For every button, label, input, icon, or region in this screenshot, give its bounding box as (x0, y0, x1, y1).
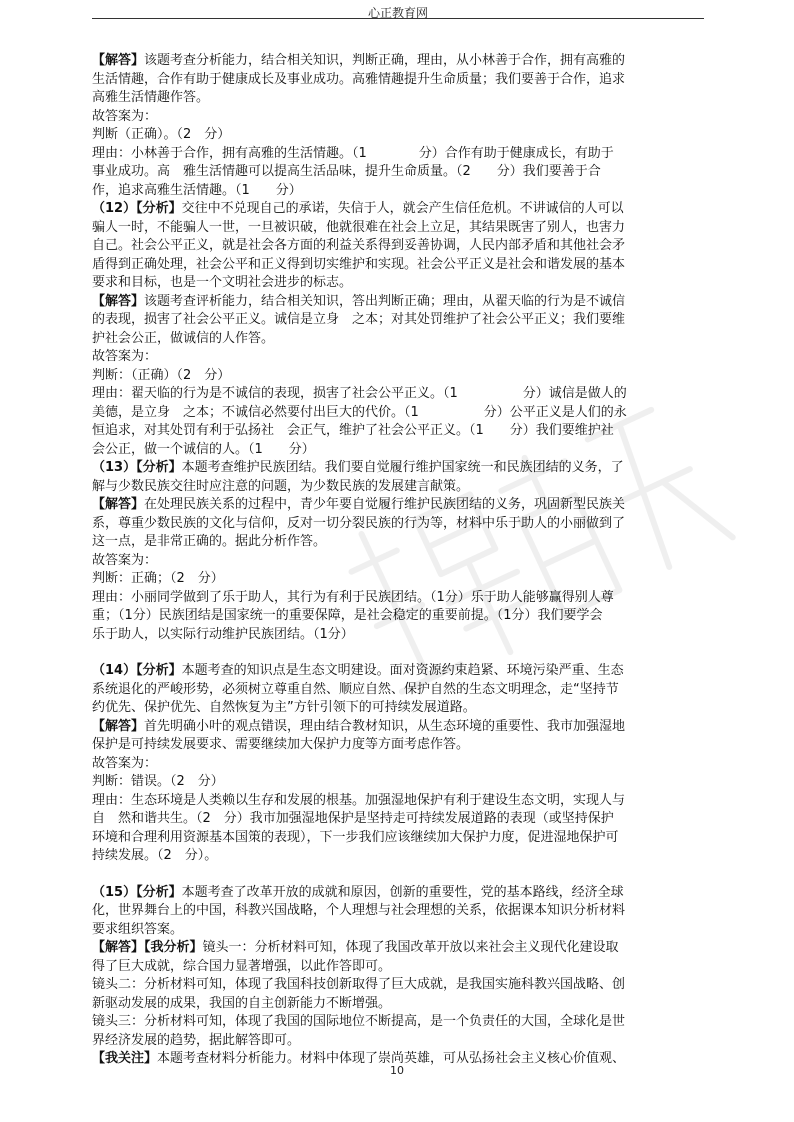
text-line (92, 773, 704, 792)
text-line (92, 182, 704, 201)
text-line (92, 385, 704, 404)
text-line (92, 330, 704, 349)
text-line (92, 422, 704, 441)
line-text: 解与少数民族交往时应注意的问题，为少数民族的发展建言献策。 (92, 478, 470, 494)
line-text: 交往中不兑现自己的承诺，失信于人，就会产生信任危机。不讲诚信的人可以 (181, 201, 624, 216)
text-line (92, 607, 704, 626)
text-line (92, 681, 704, 700)
text-line (92, 718, 704, 737)
text-line (92, 348, 704, 367)
line-text: 在处理民族关系的过程中，青少年要自觉履行维护民族团结的义务，巩固新型民族关 (144, 497, 626, 512)
section-marker: 【解答】 (92, 293, 145, 309)
line-text: 美德，是立身 之本；不诚信必然要付出巨大的代价。（1 分）公平正义是人们的永 (92, 404, 627, 420)
line-text: 会公正，做一个诚信的人。（1 分） (92, 441, 315, 457)
line-text: 本题考查材料分析能力。材料中体现了崇尚英雄，可从弘扬社会主义核心价值观、 (157, 1051, 626, 1066)
line-text: 理由：翟天临的行为是不诚信的表现，损害了社会公平正义。（1 分）诚信是做人的 (92, 386, 627, 401)
line-text: 本题考查了改革开放的成就和原因，创新的重要性，党的基本路线，经济全球 (181, 884, 624, 900)
text-line (92, 755, 704, 774)
line-text: 要求和目标，也是一个文明社会进步的标志。 (92, 275, 353, 290)
line-text: 持续发展。（2 分）。 (92, 848, 218, 863)
line-text: 新驱动发展的成果，我国的自主创新能力不断增强。 (92, 995, 392, 1011)
line-text: 判断：错误。（2 分） (92, 774, 224, 789)
text-line (92, 884, 704, 903)
header-rule (92, 18, 704, 19)
line-text: 镜头二：分析材料可知，体现了我国科技创新取得了巨大成就，是我国实施科教兴国战略、创 (92, 977, 626, 992)
line-text: 理由：生态环境是人类赖以生存和发展的根基。加强湿地保护有利于建设生态文明，实现人与 (92, 792, 626, 808)
text-line (92, 145, 704, 164)
line-text: 界经济发展的趋势，据此解答即可。 (92, 1032, 301, 1048)
line-text: 化，世界舞台上的中国，科教兴国战略，个人理想与社会理想的关系，依据课本知识分析材料 (92, 903, 626, 918)
text-line (92, 311, 704, 330)
text-line (92, 441, 704, 460)
text-line (92, 570, 704, 589)
paragraph-spacer (92, 644, 704, 662)
line-text: 首先明确小叶的观点错误，理由结合教材知识，从生态环境的重要性、我市加强湿地 (144, 718, 626, 734)
line-text: 系统退化的严峻形势，必须树立尊重自然、顺应自然、保护自然的生态文明理念，走“坚持节 (92, 681, 619, 697)
text-line (92, 976, 704, 995)
line-text: 判断：（正确）（2 分） (92, 367, 231, 383)
text-line (92, 478, 704, 497)
text-line (92, 902, 704, 921)
line-text: 故答案为： (92, 755, 158, 771)
text-line (92, 1013, 704, 1032)
section-marker: 【解答】 (92, 497, 145, 512)
line-text: 镜头一：分析材料可知，体现了我国改革开放以来社会主义现代化建设取 (202, 940, 619, 955)
text-line (92, 163, 704, 182)
line-text: 判断（正确）。（2 分） (92, 127, 231, 142)
section-marker: 【解答】 (92, 53, 145, 68)
line-text: 镜头三：分析材料可知，体现了我国的国际地位不断提高，是一个负责任的大国，全球化是世 (92, 1014, 626, 1029)
text-line (92, 995, 704, 1014)
line-text: 该题考查分析能力，结合相关知识，判断正确，理由，从小林善于合作，拥有高雅的 (144, 53, 626, 68)
section-marker: （14）【分析】 (92, 663, 182, 678)
page-number: 10 (390, 1064, 404, 1077)
line-text: 本题考查维护民族团结。我们要自觉履行维护国家统一和民族团结的义务，了 (181, 460, 624, 475)
text-line (92, 589, 704, 608)
line-text: 事业成功。高 雅生活情趣可以提高生活品味，提升生命质量。（2 分）我们要善于合 (92, 164, 601, 179)
line-text: 高雅生活情趣作答。 (92, 90, 210, 105)
document-body (92, 52, 704, 1069)
line-text: 自 然和谐共生。（2 分）我市加强湿地保护是坚持走可持续发展道路的表现（或坚持保护 (92, 811, 614, 826)
line-text: 该题考查评析能力，结合相关知识，答出判断正确；理由，从翟天临的行为是不诚信 (144, 293, 626, 309)
text-line (92, 367, 704, 386)
text-line (92, 552, 704, 571)
line-text: 本题考查的知识点是生态文明建设。面对资源约束趋紧、环境污染严重、生态 (181, 663, 624, 678)
text-line (92, 496, 704, 515)
text-line (92, 293, 704, 312)
line-text: 判断：正确；（2 分） (92, 571, 224, 586)
text-line (92, 274, 704, 293)
line-text: 重；（1分）民族团结是国家统一的重要保障，是社会稳定的重要前提。（1分）我们要学会 (92, 608, 603, 623)
line-text: 恒追求，对其处罚有利于弘扬社 会正气，维护了社会公平正义。（1 分）我们要维护社 (92, 423, 614, 438)
text-line (92, 792, 704, 811)
line-text: 盾得到正确处理，社会公平和正义得到切实维护和实现。社会公平正义是社会和谐发展的基本 (92, 256, 626, 272)
section-marker: 【我关注】 (92, 1051, 158, 1066)
section-marker: （13）【分析】 (92, 460, 182, 475)
line-text: 保护是可持续发展要求、需要继续加大保护力度等方面考虑作答。 (92, 737, 470, 752)
text-line (92, 89, 704, 108)
text-line (92, 71, 704, 90)
line-text: 理由：小丽同学做到了乐于助人，其行为有利于民族团结。（1分）乐于助人能够赢得别人尊 (92, 589, 614, 605)
section-marker: （15）【分析】 (92, 884, 182, 900)
line-text: 故答案为： (92, 552, 158, 568)
line-text: 要求组织答案。 (92, 921, 184, 937)
text-line (92, 662, 704, 681)
text-line (92, 829, 704, 848)
line-text: 约优先、保护优先、自然恢复为主”方针引领下的可持续发展道路。 (92, 700, 476, 715)
text-line (92, 237, 704, 256)
text-line (92, 404, 704, 423)
section-marker: 【解答】【我分析】 (92, 940, 203, 955)
line-text: 理由：小林善于合作，拥有高雅的生活情趣。（1 分）合作有助于健康成长，有助于 (92, 145, 614, 161)
line-text: 自己。社会公平正义，就是社会各方面的利益关系得到妥善协调，人民内部矛盾和其他社会矛 (92, 238, 626, 253)
line-text: 骗人一时，不能骗人一世，一旦被识破，他就很难在社会上立足，其结果既害了别人，也害力 (92, 219, 626, 235)
text-line (92, 533, 704, 552)
line-text: 作，追求高雅生活情趣。（1 分） (92, 182, 302, 198)
text-line (92, 810, 704, 829)
text-line (92, 736, 704, 755)
section-marker: 【解答】 (92, 718, 145, 734)
text-line (92, 52, 704, 71)
text-line (92, 219, 704, 238)
line-text: 环境和合理利用资源基本国策的表现），下一步我们应该继续加大保护力度，促进湿地保护可 (92, 829, 619, 845)
text-line (92, 126, 704, 145)
line-text: 得了巨大成就，综合国力显著增强，以此作答即可。 (92, 958, 392, 974)
line-text: 乐于助人，以实际行动维护民族团结。（1分） (92, 626, 354, 642)
text-line (92, 626, 704, 645)
text-line (92, 459, 704, 478)
text-line (92, 939, 704, 958)
text-line (92, 108, 704, 127)
text-line (92, 256, 704, 275)
line-text: 故答案为： (92, 349, 158, 364)
text-line (92, 699, 704, 718)
text-line (92, 921, 704, 940)
paragraph-spacer (92, 866, 704, 884)
line-text: 生活情趣，合作有助于健康成长及事业成功。高雅情趣提升生命质量；我们要善于合作，追求 (92, 71, 626, 87)
text-line (92, 847, 704, 866)
page-header-title: 心正教育网 (367, 6, 428, 20)
section-marker: （12）【分析】 (92, 201, 182, 216)
line-text: 故答案为： (92, 108, 158, 124)
line-text: 护社会公正，做诚信的人作答。 (92, 330, 275, 346)
text-line (92, 958, 704, 977)
line-text: 这一点，是非常正确的。据此分析作答。 (92, 534, 327, 549)
text-line (92, 1032, 704, 1051)
text-line (92, 515, 704, 534)
text-line (92, 200, 704, 219)
line-text: 的表现，损害了社会公平正义。诚信是立身 之本；对其处罚维护了社会公平正义；我们要维 (92, 312, 626, 327)
line-text: 系，尊重少数民族的文化与信仰，反对一切分裂民族的行为等，材料中乐于助人的小丽做到了 (92, 515, 626, 531)
